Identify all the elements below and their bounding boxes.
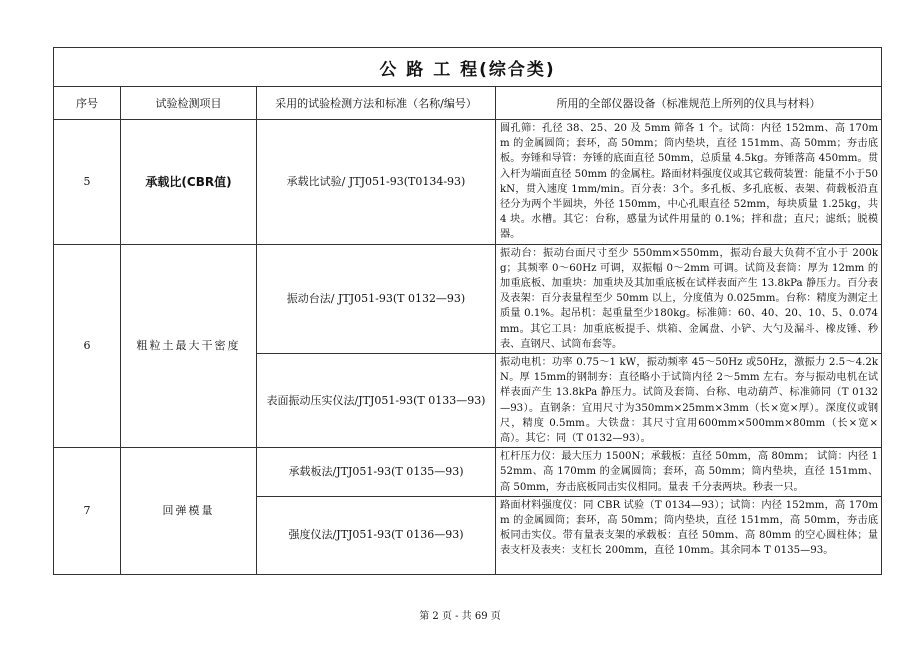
page-footer: 第 2 页 - 共 69 页 — [419, 611, 501, 622]
row-number: 7 — [54, 448, 121, 575]
equipment-list: 路面材料强度仪：同 CBR 试验（T 0134—93）；试筒：内径 152mm，高 170mm 的金属圆筒；套环，高 50mm；筒内垫块，直径 151mm，高 50mm，夯击底板同击实仪。带有量表支架的承载板：直径 50mm、高 80mm 的空心圆柱体；量表支杆及表夹：支杠长 200mm，直径 10mm。其余同本 T 0135—93。 — [496, 496, 882, 574]
table-row — [54, 448, 882, 497]
equipment-list: 振动台：振动台面尺寸至少 550mm×550mm，振动台最大负荷不宜小于 200kg；其频率 0～60Hz 可调，双振幅 0～2mm 可调。试筒及套筒：厚为 12mm 的加重底板、加重块：加重块及其加重底板在试样表面产生 13.8kPa 静压力。百分表及表架：百分表量程至少 50mm 以上，分度值为 0.025mm。台称：精度为测定土质量 0.1%。起吊机：起重量至少180kg。标准筛：60、40、20、10、5、0.074mm。其它工具：加重底板提手、烘箱、金属盘、小铲、大勺及漏斗、橡皮锤、秒表、直钢尺、试筒布套等。 — [496, 244, 882, 353]
test-method: 振动台法/ JTJ051-93(T 0132—93) — [257, 244, 496, 353]
equipment-list: 杠杆压力仪：最大压力 1500N；承载板：直径 50mm，高 80mm； 试筒：内径 152mm、高 170mm 的金属圆筒；套环，高 50mm；筒内垫块，直径 151mm、高 50mm，夯击底板同击实仪相同。量表 千分表两块。秒表一只。 — [496, 448, 882, 497]
test-item: 粗粒土最大干密度 — [121, 244, 257, 448]
test-method-table — [53, 47, 882, 575]
equipment-list: 振动电机：功率 0.75～1 kW，振动频率 45～50Hz 或50Hz，激振力 2.5～4.2kN。厚 15mm的钢制夯：直径略小于试筒内径 2～5mm 左右。夯与振动电机在试样表面产生 13.8kPa 静压力。试筒及套筒、台称、电动葫芦、标准筛同（T 0132—93）。直钢条：宜用尺寸为350mm×25mm×3mm（长×宽×厚）。深度仪或钢尺，精度 0.5mm。大铁盘：其尺寸宜用600mm×500mm×80mm（长×宽×高）。其它：同（T 0132—93）。 — [496, 354, 882, 448]
test-method: 承载比试验/ JTJ051-93(T0134-93) — [257, 120, 496, 245]
header-item: 试验检测项目 — [121, 87, 257, 120]
header-method: 采用的试验检测方法和标准（名称/编号） — [257, 87, 496, 120]
header-row — [54, 87, 882, 120]
table-row — [54, 244, 882, 353]
row-number: 6 — [54, 244, 121, 448]
test-item: 回弹模量 — [121, 448, 257, 575]
table-title: 公 路 工 程(综合类) — [54, 48, 882, 87]
spec-table-sheet — [53, 47, 881, 557]
header-no: 序号 — [54, 87, 121, 120]
test-method: 承载板法/JTJ051-93(T 0135—93) — [257, 448, 496, 497]
equipment-list: 圆孔筛：孔径 38、25、20 及 5mm 筛各 1 个。试筒：内径 152mm、高 170mm 的金属圆筒；套环，高 50mm；筒内垫块，直径 151mm、高 50mm；夯击底板。夯锤和导管：夯锤的底面直径 50mm，总质量 4.5kg。夯锤落高 450mm。贯入杆为端面直径 50mm 的金属柱。路面材料强度仪或其它载荷装置：能量不小于50kN，贯入速度 1mm/min。百分表：3个。多孔板、多孔底板、表架、荷载板沿直径分为两个半圆块，外径 150mm，中心孔眼直径 52mm，每块质量 1.25kg，共 4 块。水槽。其它：台称，感量为试件用量的 0.1%；拌和盘；直尺；滤纸；脱模器。 — [496, 120, 882, 245]
test-method: 强度仪法/JTJ051-93(T 0136—93) — [257, 496, 496, 574]
header-equipment: 所用的全部仪器设备（标准规范上所列的仪具与材料） — [496, 87, 882, 120]
table-row — [54, 120, 882, 245]
row-number: 5 — [54, 120, 121, 245]
test-item: 承载比(CBR值) — [121, 120, 257, 245]
test-method: 表面振动压实仪法/JTJ051-93(T 0133—93) — [257, 354, 496, 448]
